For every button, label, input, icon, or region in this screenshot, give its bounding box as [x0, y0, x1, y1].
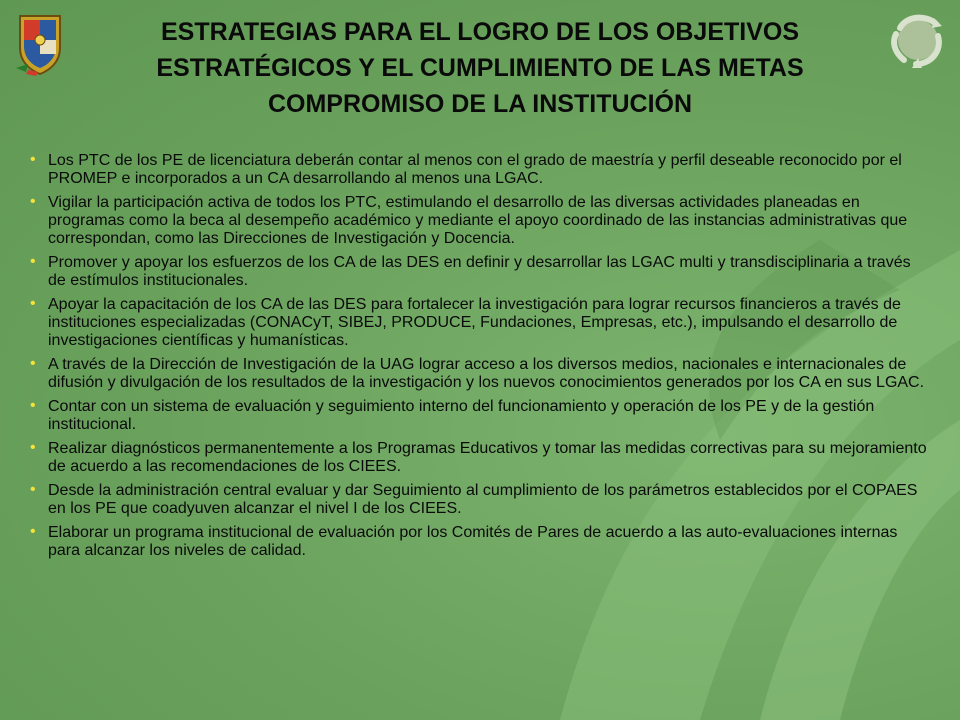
- bullet-marker: •: [30, 355, 36, 372]
- bullet-marker: •: [30, 439, 36, 456]
- bullet-marker: •: [30, 151, 36, 168]
- bullet-item: [28, 356, 928, 392]
- bullet-text: Elaborar un programa institucional de evaluación por los Comités de Pares de acuerdo a las auto-evaluaciones internas para alcanzar los niveles de calidad.: [48, 524, 898, 559]
- university-crest-icon: [14, 10, 66, 76]
- strategy-bullet-list: [28, 152, 928, 566]
- bullet-item: [28, 524, 928, 560]
- bullet-item: [28, 152, 928, 188]
- bullet-text: Promover y apoyar los esfuerzos de los CA de las DES en definir y desarrollar las LGAC multi y transdisciplinaria a través de estímulos institucionales.: [48, 254, 911, 289]
- bullet-marker: •: [30, 523, 36, 540]
- title-line: COMPROMISO DE LA INSTITUCIÓN: [267, 90, 693, 118]
- title-line: ESTRATÉGICOS Y EL CUMPLIMIENTO DE LAS METAS: [156, 54, 804, 82]
- bullet-text: Apoyar la capacitación de los CA de las DES para fortalecer la investigación para lograr recursos financieros a través de instituciones especializadas (CONACyT, SIBEJ, PRODUCE, Fundaciones, Empresas, etc.), impulsando el desarrollo de investigaciones científicas y humanísticas.: [48, 296, 901, 349]
- title-line: ESTRATEGIAS PARA EL LOGRO DE LOS OBJETIVOS: [160, 18, 800, 46]
- bullet-text: Los PTC de los PE de licenciatura deberán contar al menos con el grado de maestría y perfil deseable reconocido por el PROMEP e incorporados a un CA desarrollando al menos una LGAC.: [48, 152, 902, 187]
- bullet-marker: •: [30, 481, 36, 498]
- bullet-item: [28, 254, 928, 290]
- bullet-item: [28, 194, 928, 248]
- bullet-item: [28, 482, 928, 518]
- bullet-item: [28, 440, 928, 476]
- bullet-item: [28, 296, 928, 350]
- bullet-text: Realizar diagnósticos permanentemente a los Programas Educativos y tomar las medidas correctivas para su mejoramiento de acuerdo a las recomendaciones de los CIEES.: [48, 440, 927, 475]
- bullet-marker: •: [30, 397, 36, 414]
- bullet-marker: •: [30, 253, 36, 270]
- bullet-text: Vigilar la participación activa de todos los PTC, estimulando el desarrollo de las diversas actividades planeadas en programas como la beca al desempeño académico y mediante el apoyo coordinado de las instancias administrativas que correspondan, como las Direcciones de Investigación y Docencia.: [48, 194, 908, 247]
- bullet-marker: •: [30, 295, 36, 312]
- bullet-item: [28, 398, 928, 434]
- slide-title: [60, 14, 900, 122]
- bullet-text: A través de la Dirección de Investigación de la UAG lograr acceso a los diversos medios, nacionales e internacionales de difusión y divulgación de los resultados de la investigación y los nuevos conocimientos generados por los CA en sus LGAC.: [48, 356, 925, 391]
- bullet-text: Contar con un sistema de evaluación y seguimiento interno del funcionamiento y operación de los PE y de la gestión institucional.: [48, 398, 875, 433]
- bullet-marker: •: [30, 193, 36, 210]
- bullet-text: Desde la administración central evaluar y dar Seguimiento al cumplimiento de los parámetros establecidos por el COPAES en los PE que coadyuven alcanzar el nivel I de los CIEES.: [48, 482, 918, 517]
